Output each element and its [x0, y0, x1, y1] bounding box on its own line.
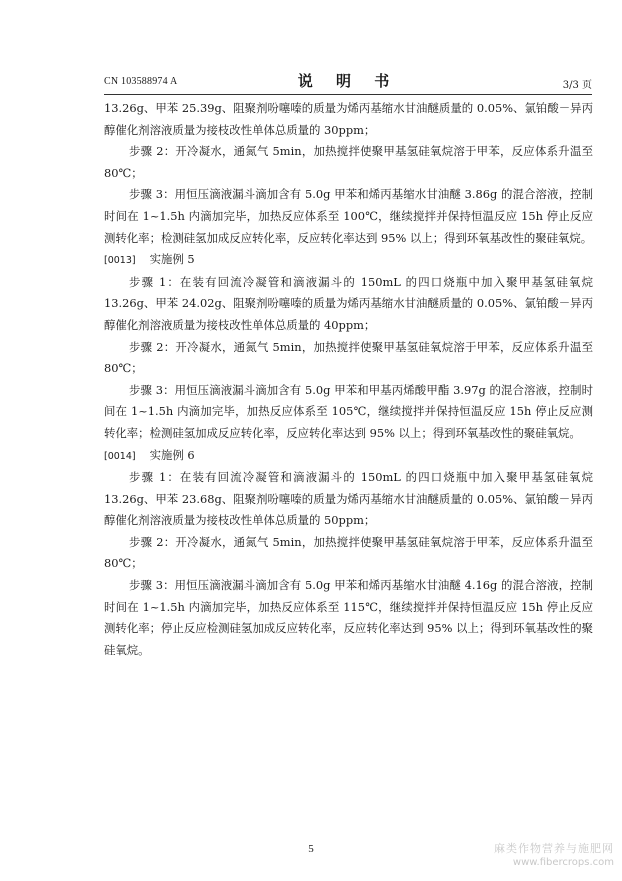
paragraph: 步骤 1：在装有回流冷凝管和滴液漏斗的 150mL 的四口烧瓶中加入聚甲基氢硅氧烷 13.26g、甲苯 23.68g、阻聚剂吩噻嗪的质量为烯丙基缩水甘油醚质量的 0.05%、氯铂酸－异丙醇催化剂溶液质量为接枝改性单体总质量的 50ppm； [104, 470, 593, 528]
heading-text: 实施例 5 [149, 252, 195, 267]
paragraph: 步骤 2：开冷凝水，通氮气 5min，加热搅拌使聚甲基氢硅氧烷溶于甲苯，反应体系升温至 80℃； [104, 144, 593, 180]
paragraph: 步骤 2：开冷凝水，通氮气 5min，加热搅拌使聚甲基氢硅氧烷溶于甲苯，反应体系升温至 80℃； [104, 534, 593, 571]
watermark [494, 842, 614, 870]
paragraph: 步骤 3：用恒压滴液漏斗滴加含有 5.0g 甲苯和烯丙基缩水甘油醚 4.16g 的混合溶液，控制时间在 1~1.5h 内滴加完毕，加热反应体系至 115℃，继续搅拌并保持恒温反应 15h 停止反应测转化率；停止反应检测硅氢加成反应转化率，反应转化率达到 95% 以上；得到环氧基改性的聚硅氧烷。 [104, 578, 593, 657]
page-indicator: 3/3 页 [562, 80, 592, 91]
paragraph-number: [0013] [104, 255, 136, 267]
heading-text: 实施例 6 [149, 447, 195, 462]
document-title: 说 明 书 [297, 72, 399, 90]
header-rule [104, 94, 592, 95]
document-body [104, 98, 593, 661]
watermark-site-name: 麻类作物营养与施肥网 [494, 842, 614, 855]
paragraph: 步骤 2：开冷凝水，通氮气 5min，加热搅拌使聚甲基氢硅氧烷溶于甲苯，反应体系升温至 80℃； [104, 339, 593, 376]
section-heading [104, 445, 593, 468]
paragraph-number: [0014] [104, 450, 136, 462]
section-heading [104, 249, 593, 272]
paragraph: 步骤 3：用恒压滴液漏斗滴加含有 5.0g 甲苯和甲基丙烯酸甲酯 3.97g 的混合溶液，控制时间在 1~1.5h 内滴加完毕，加热反应体系至 105℃，继续搅拌并保持恒温反应 15h 停止反应测转化率；检测硅氢加成反应转化率，反应转化率达到 95% 以上；得到环氧基改性的聚硅氧烷。 [104, 382, 593, 440]
page-number: 5 [308, 843, 314, 855]
paragraph: 步骤 3：用恒压滴液漏斗滴加含有 5.0g 甲苯和烯丙基缩水甘油醚 3.86g 的混合溶液，控制时间在 1~1.5h 内滴加完毕，加热反应体系至 100℃，继续搅拌并保持恒温反应 15h 停止反应测转化率；检测硅氢加成反应转化率，反应转化率达到 95% 以上；得到环氧基改性的聚硅氧烷。 [104, 187, 593, 245]
paragraph: 13.26g、甲苯 25.39g、阻聚剂吩噻嗪的质量为烯丙基缩水甘油醚质量的 0.05%、氯铂酸－异丙醇催化剂溶液质量为接枝改性单体总质量的 30ppm； [104, 101, 593, 137]
patent-number: CN 103588974 A [104, 76, 178, 87]
page-header [104, 70, 592, 92]
paragraph: 步骤 1：在装有回流冷凝管和滴液漏斗的 150mL 的四口烧瓶中加入聚甲基氢硅氧烷 13.26g、甲苯 24.02g、阻聚剂吩噻嗪的质量为烯丙基缩水甘油醚质量的 0.05%、氯铂酸－异丙醇催化剂溶液质量为接枝改性单体总质量的 40ppm； [104, 274, 593, 332]
watermark-url: www.fibercrops.com [512, 857, 614, 868]
